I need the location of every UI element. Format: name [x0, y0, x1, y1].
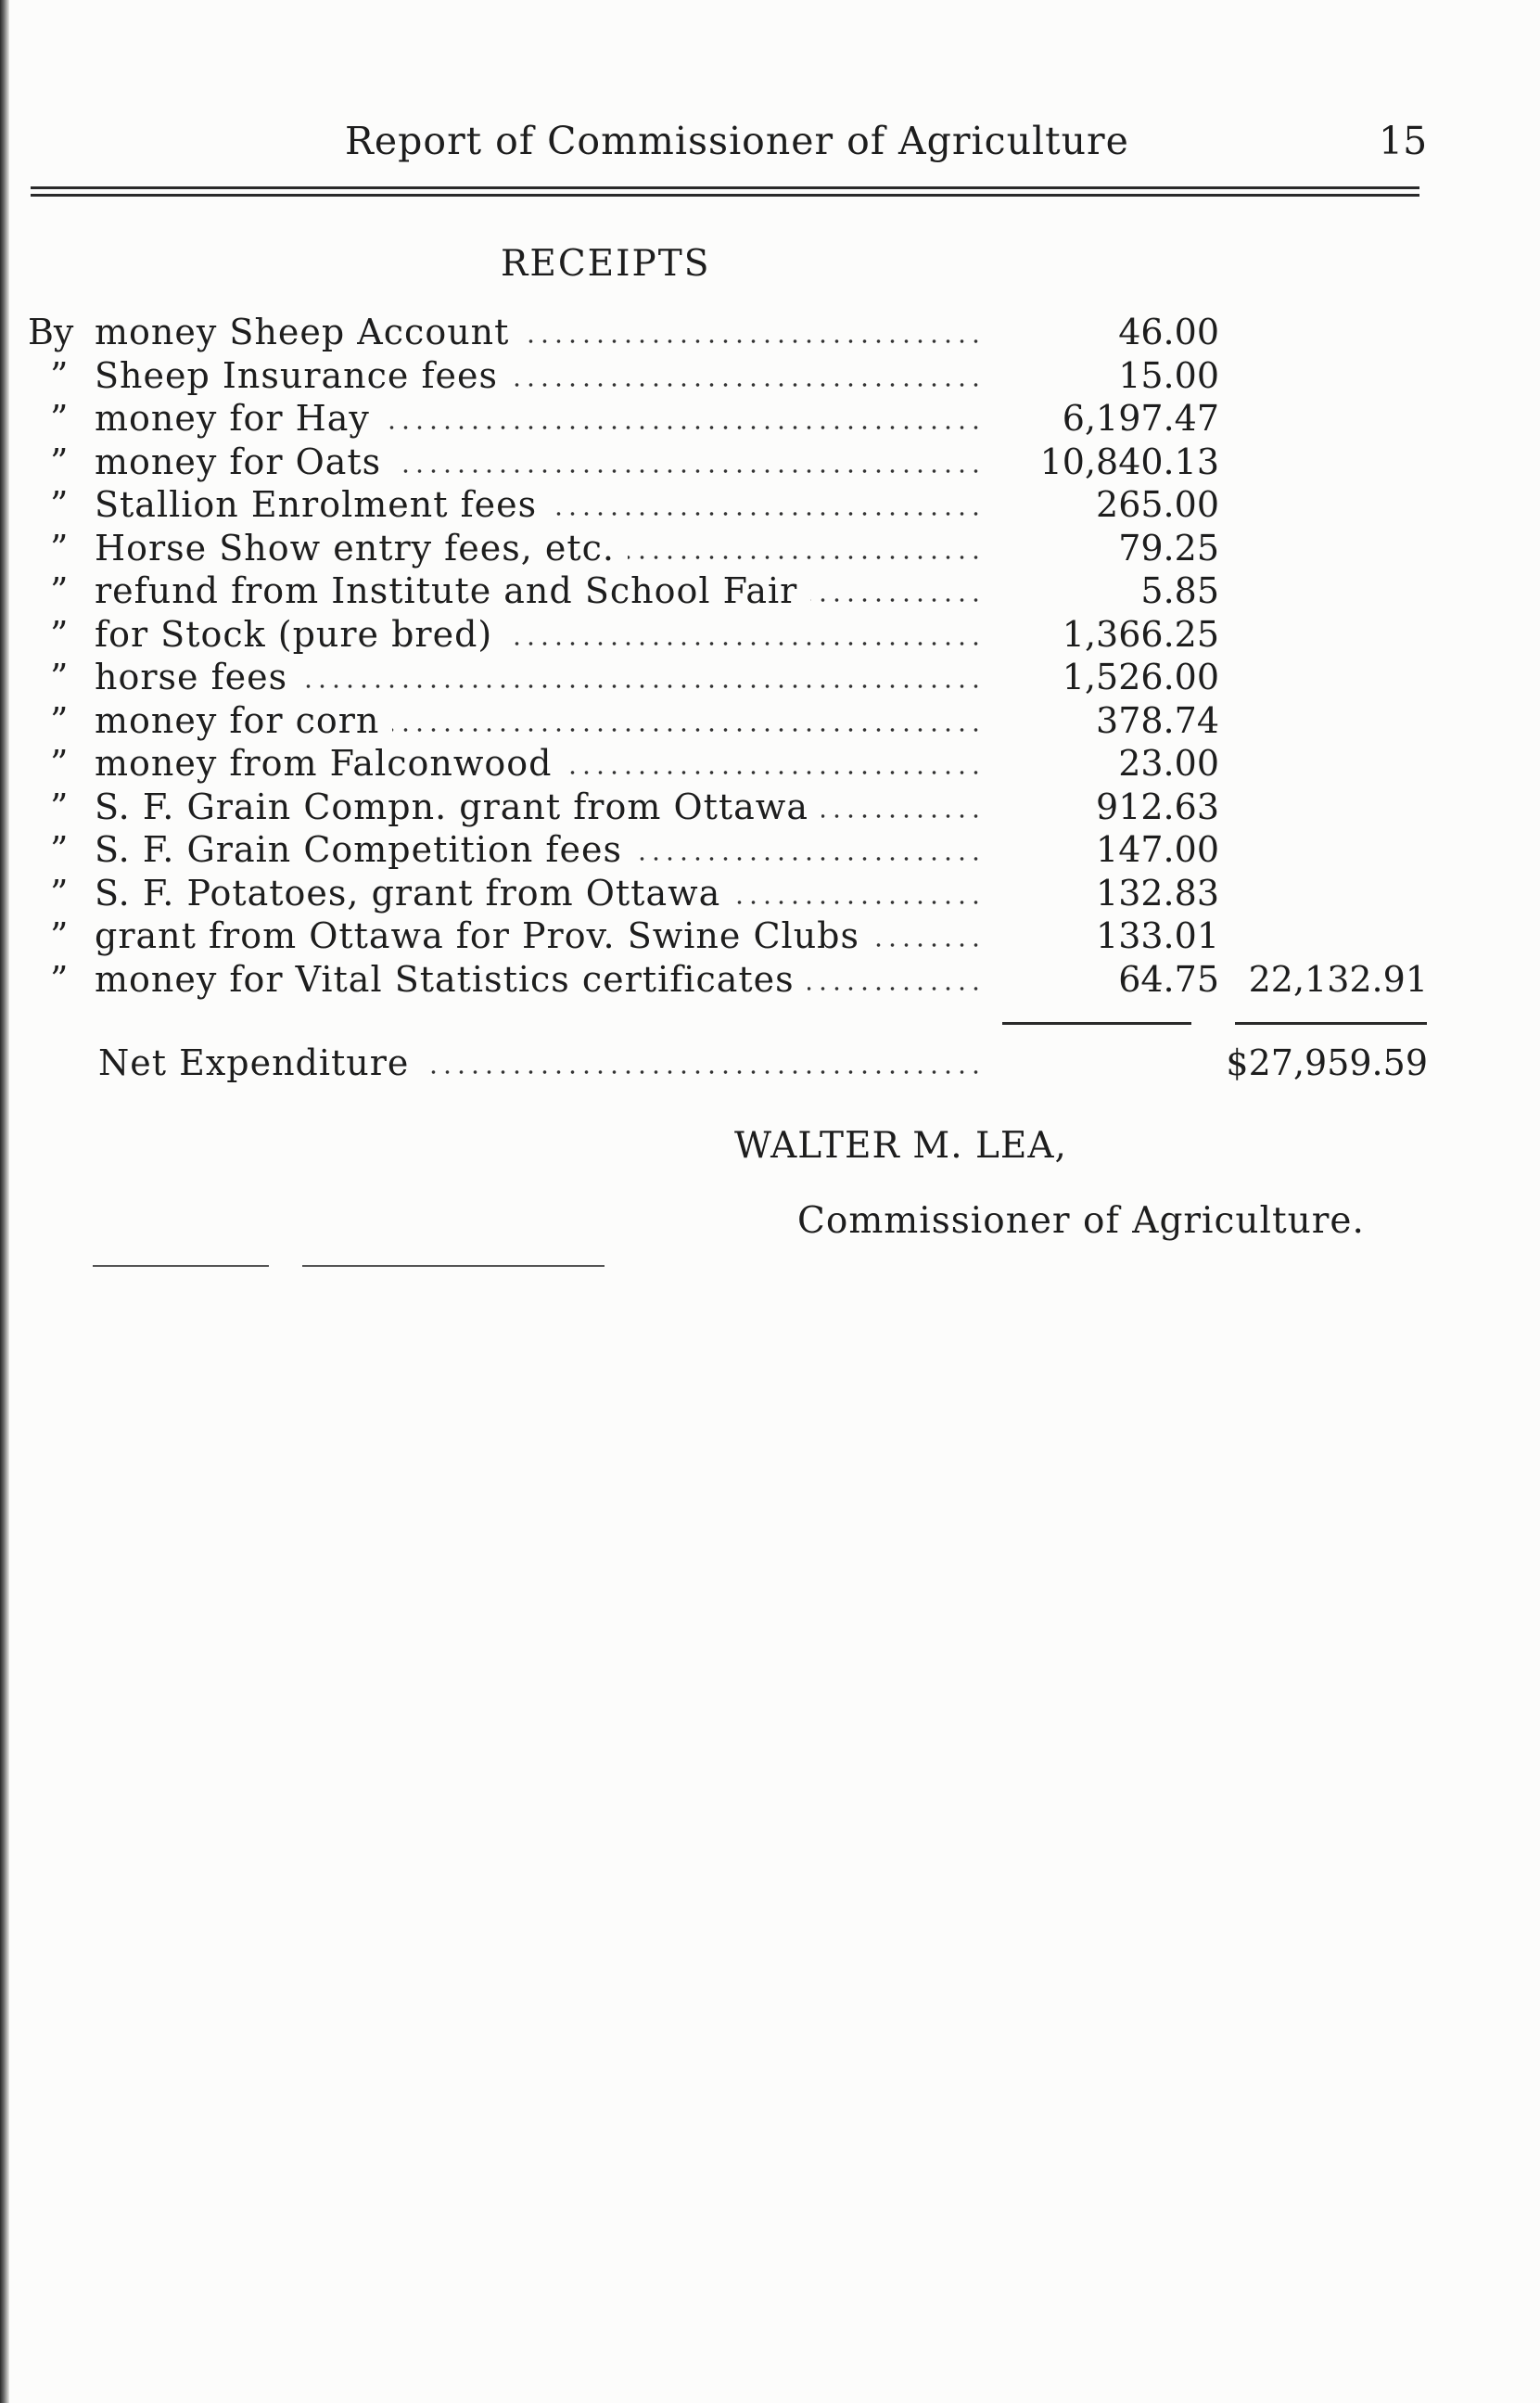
row-total: 22,132.91 [1248, 958, 1428, 1000]
receipt-row [28, 398, 1428, 439]
row-label: money for corn [95, 699, 380, 741]
row-label: money Sheep Account [95, 312, 510, 352]
row-prefix: ” [50, 398, 69, 439]
row-prefix: ” [50, 699, 69, 741]
receipt-row [28, 873, 1428, 914]
row-prefix: By [28, 312, 74, 352]
closing-rule-short [93, 1265, 269, 1267]
row-amount: 265.00 [1096, 484, 1219, 525]
row-prefix: ” [50, 958, 69, 1000]
receipt-row [28, 484, 1428, 525]
amount-sum-rule [1002, 1022, 1191, 1025]
row-amount: 6,197.47 [1062, 398, 1219, 439]
dot-leader [522, 339, 983, 343]
row-label: money from Falconwood [95, 743, 553, 784]
dot-leader [872, 943, 983, 947]
net-expenditure-label: Net Expenditure [98, 1042, 410, 1083]
row-label: refund from Institute and School Fair [95, 570, 798, 611]
receipt-row [28, 312, 1428, 352]
signatory-name: WALTER M. LEA, [734, 1125, 1067, 1167]
receipt-row [28, 700, 1428, 741]
running-header-title: Report of Commissioner of Agriculture [345, 119, 1129, 163]
row-label: Sheep Insurance fees [95, 354, 499, 396]
closing-rule-long [302, 1265, 605, 1267]
row-amount: 378.74 [1096, 699, 1219, 741]
row-prefix: ” [50, 657, 69, 697]
row-prefix: ” [50, 484, 69, 525]
dot-leader [505, 642, 983, 645]
receipt-row [28, 829, 1428, 870]
row-prefix: ” [50, 527, 69, 569]
dot-leader [821, 814, 983, 818]
row-label: grant from Ottawa for Prov. Swine Clubs [95, 915, 859, 956]
receipts-heading: RECEIPTS [501, 243, 711, 285]
dot-leader [392, 728, 983, 732]
row-prefix: ” [50, 613, 69, 655]
row-amount: 46.00 [1118, 312, 1219, 352]
dot-leader [808, 987, 983, 991]
row-amount: 147.00 [1096, 829, 1219, 870]
header-rule-bottom [31, 194, 1419, 197]
row-amount: 15.00 [1118, 354, 1219, 396]
dot-leader [394, 469, 983, 473]
row-prefix: ” [50, 743, 69, 784]
receipt-row [28, 743, 1428, 784]
row-prefix: ” [50, 441, 69, 482]
header-rule-top [31, 186, 1419, 189]
page-binding-edge [0, 0, 9, 2403]
row-label: Horse Show entry fees, etc. [95, 527, 616, 569]
row-amount: 64.75 [1118, 958, 1219, 1000]
row-label: money for Vital Statistics certificates [95, 958, 795, 1000]
receipt-row [28, 528, 1428, 569]
page-number: 15 [1379, 119, 1428, 163]
signatory-title: Commissioner of Agriculture. [797, 1200, 1365, 1242]
receipt-row [28, 657, 1428, 697]
row-prefix: ” [50, 872, 69, 914]
row-label: for Stock (pure bred) [95, 613, 493, 655]
receipt-row [28, 570, 1428, 611]
dot-leader [422, 1070, 983, 1074]
row-prefix: ” [50, 915, 69, 956]
row-label: S. F. Grain Competition fees [95, 829, 622, 870]
row-amount: 10,840.13 [1039, 441, 1219, 482]
dot-leader [511, 383, 983, 387]
row-amount: 912.63 [1096, 786, 1219, 827]
receipt-row [28, 355, 1428, 396]
row-amount: 133.01 [1096, 915, 1219, 956]
dot-leader [810, 598, 983, 602]
net-expenditure-row [28, 1042, 1428, 1083]
dot-leader [565, 771, 983, 774]
row-prefix: ” [50, 786, 69, 827]
receipt-row [28, 441, 1428, 482]
row-amount: 1,366.25 [1062, 613, 1219, 655]
receipt-row [28, 786, 1428, 827]
row-amount: 23.00 [1118, 743, 1219, 784]
row-amount: 5.85 [1140, 570, 1219, 611]
row-prefix: ” [50, 354, 69, 396]
row-amount: 1,526.00 [1062, 657, 1219, 697]
dot-leader [635, 857, 983, 861]
row-label: horse fees [95, 657, 288, 697]
dot-leader [383, 426, 983, 429]
row-amount: 79.25 [1118, 527, 1219, 569]
net-expenditure-total: $27,959.59 [1226, 1042, 1428, 1083]
dot-leader [733, 901, 983, 904]
receipt-row [28, 614, 1428, 655]
row-prefix: ” [50, 829, 69, 870]
dot-leader [300, 684, 983, 688]
receipt-row [28, 915, 1428, 956]
row-label: money for Hay [95, 398, 370, 439]
receipt-row [28, 959, 1428, 1000]
row-label: S. F. Potatoes, grant from Ottawa [95, 872, 721, 914]
row-prefix: ” [50, 570, 69, 611]
row-amount: 132.83 [1096, 872, 1219, 914]
row-label: S. F. Grain Compn. grant from Ottawa [95, 786, 808, 827]
row-label: Stallion Enrolment fees [95, 484, 538, 525]
dot-leader [550, 512, 983, 516]
row-label: money for Oats [95, 441, 382, 482]
dot-leader [628, 556, 983, 559]
total-sum-rule [1235, 1022, 1427, 1025]
